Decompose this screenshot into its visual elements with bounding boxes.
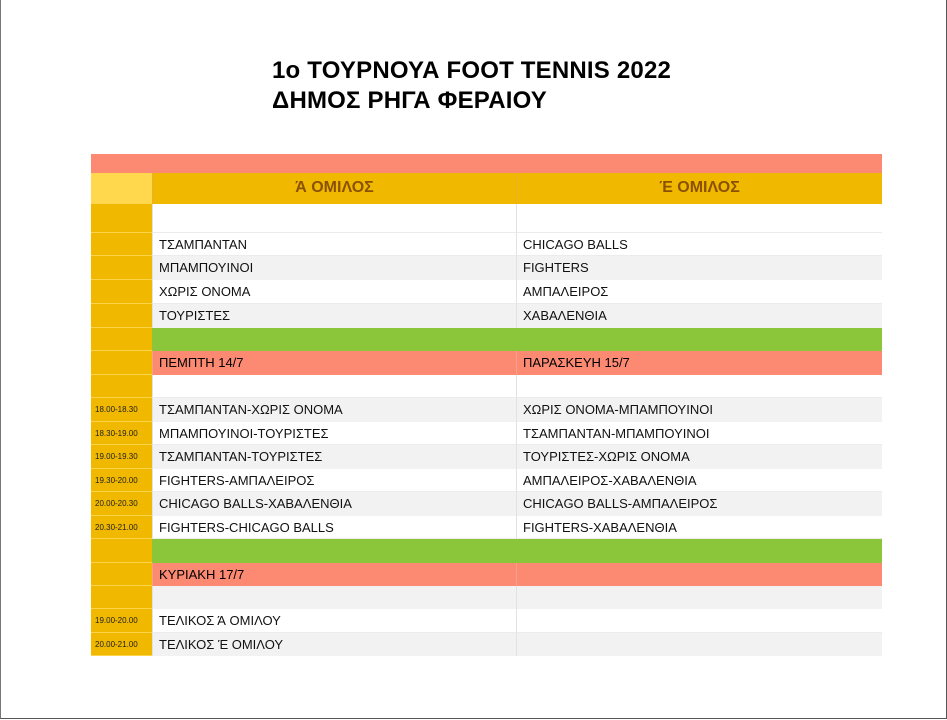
day-header-row [91, 563, 882, 586]
team-b-name: CHICAGO BALLS [516, 233, 882, 256]
match-a: ΜΠΑΜΠΟΥΙΝΟΙ-ΤΟΥΡΙΣΤΕΣ [152, 422, 516, 445]
match-row [91, 398, 882, 422]
match-a: CHICAGO BALLS-ΧΑΒΑΛΕΝΘΙΑ [152, 492, 516, 516]
time-slot: 19.00-19.30 [91, 445, 152, 469]
match-a: ΤΣΑΜΠΑΝΤΑΝ-ΧΩΡΙΣ ΟΝΟΜΑ [152, 398, 516, 422]
day-header-row [91, 351, 882, 375]
spacer-row [91, 375, 882, 398]
time-slot: 20.00-20.30 [91, 492, 152, 516]
group-header-row [91, 173, 882, 204]
time-slot: 20.00-21.00 [91, 633, 152, 656]
team-b-name: ΑΜΠΑΛΕΙΡΟΣ [516, 280, 882, 304]
title-line-1: 1ο ΤΟΥΡΝΟΥΑ FOOT TENNIS 2022 [272, 57, 672, 84]
final-match: ΤΕΛΙΚΟΣ Έ ΟΜΙΛΟΥ [152, 633, 516, 656]
match-b: CHICAGO BALLS-ΑΜΠΑΛΕΙΡΟΣ [516, 492, 882, 516]
match-b: ΤΟΥΡΙΣΤΕΣ-ΧΩΡΙΣ ΟΝΟΜΑ [516, 445, 882, 469]
match-a: ΤΣΑΜΠΑΝΤΑΝ-ΤΟΥΡΙΣΤΕΣ [152, 445, 516, 469]
final-match: ΤΕΛΙΚΟΣ Ά ΟΜΙΛΟΥ [152, 609, 516, 633]
team-a-name: ΜΠΑΜΠΟΥΙΝΟΙ [152, 256, 516, 280]
team-row [91, 280, 882, 304]
top-band [91, 154, 882, 173]
final-row [91, 633, 882, 656]
time-slot: 19.30-20.00 [91, 469, 152, 492]
time-slot: 18.00-18.30 [91, 398, 152, 422]
team-a-name: ΤΣΑΜΠΑΝΤΑΝ [152, 233, 516, 256]
match-b: ΑΜΠΑΛΕΙΡΟΣ-ΧΑΒΑΛΕΝΘΙΑ [516, 469, 882, 492]
match-row [91, 422, 882, 445]
team-row [91, 233, 882, 256]
match-row [91, 516, 882, 539]
match-a: FIGHTERS-ΑΜΠΑΛΕΙΡΟΣ [152, 469, 516, 492]
day-3-label: ΚΥΡΙΑΚΗ 17/7 [152, 563, 516, 586]
team-b-name: ΧΑΒΑΛΕΝΘΙΑ [516, 304, 882, 328]
match-row [91, 469, 882, 492]
match-b: FIGHTERS-ΧΑΒΑΛΕΝΘΙΑ [516, 516, 882, 539]
final-row [91, 609, 882, 633]
time-slot: 20.30-21.00 [91, 516, 152, 539]
team-b-name: FIGHTERS [516, 256, 882, 280]
spacer-row [91, 204, 882, 233]
team-a-name: ΤΟΥΡΙΣΤΕΣ [152, 304, 516, 328]
title-line-2: ΔΗΜΟΣ ΡΗΓΑ ΦΕΡΑΙΟΥ [272, 87, 548, 114]
match-row [91, 445, 882, 469]
team-row [91, 304, 882, 328]
time-slot: 18.30-19.00 [91, 422, 152, 445]
match-b: ΧΩΡΙΣ ΟΝΟΜΑ-ΜΠΑΜΠΟΥΙΝΟΙ [516, 398, 882, 422]
schedule-table [91, 154, 882, 656]
document-title [272, 56, 671, 116]
day-2-label: ΠΑΡΑΣΚΕΥΗ 15/7 [516, 351, 882, 375]
group-a-header: Ά ΟΜΙΛΟΣ [152, 173, 516, 204]
team-row [91, 256, 882, 280]
time-slot: 19.00-20.00 [91, 609, 152, 633]
day-1-label: ΠΕΜΠΤΗ 14/7 [152, 351, 516, 375]
divider-row [91, 328, 882, 351]
group-b-header: Έ ΟΜΙΛΟΣ [516, 173, 882, 204]
match-row [91, 492, 882, 516]
team-a-name: ΧΩΡΙΣ ΟΝΟΜΑ [152, 280, 516, 304]
match-a: FIGHTERS-CHICAGO BALLS [152, 516, 516, 539]
spacer-row [91, 586, 882, 609]
match-b: ΤΣΑΜΠΑΝΤΑΝ-ΜΠΑΜΠΟΥΙΝΟΙ [516, 422, 882, 445]
divider-row [91, 539, 882, 563]
